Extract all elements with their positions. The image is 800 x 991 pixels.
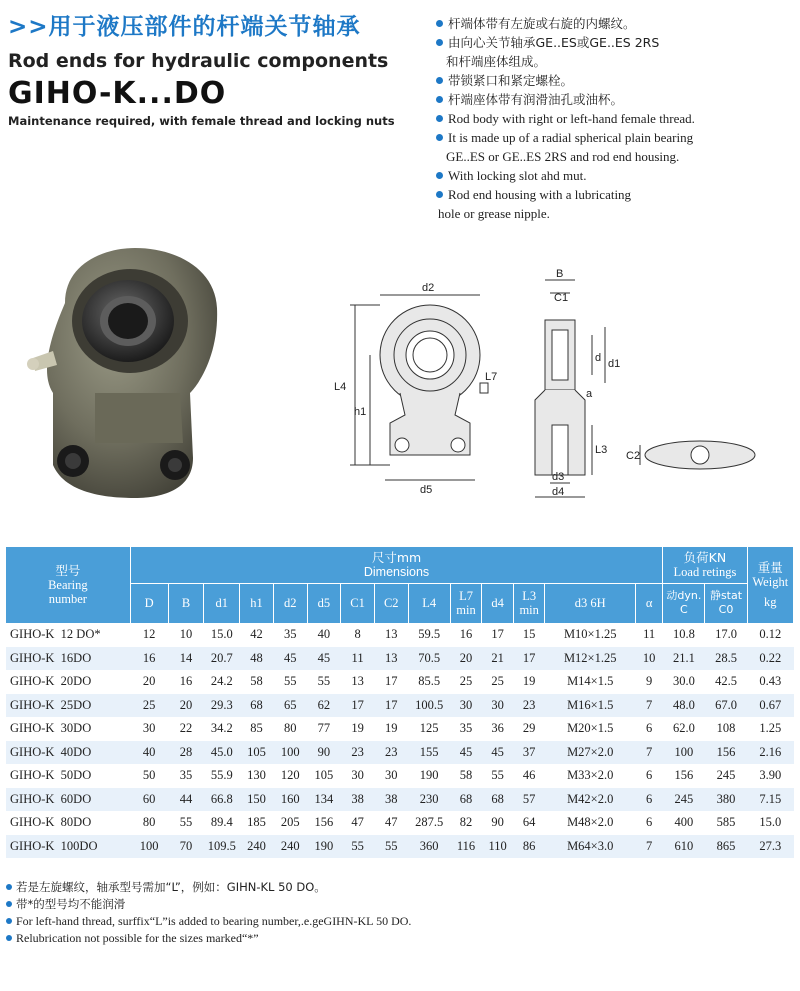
table-cell: 55: [482, 764, 514, 788]
table-cell: 105: [240, 741, 274, 765]
feature-item: 杆端座体带有润滑油孔或油杯。: [436, 90, 796, 109]
table-cell: 105: [307, 764, 341, 788]
table-cell: 380: [705, 788, 747, 812]
cell-bearing-number: GIHO-K 60DO: [6, 788, 130, 812]
table-cell: 80: [273, 717, 307, 741]
table-cell: 7.15: [747, 788, 793, 812]
table-cell: 287.5: [408, 811, 450, 835]
table-cell: 17: [341, 694, 375, 718]
table-cell: 46: [513, 764, 545, 788]
table-cell: 68: [482, 788, 514, 812]
table-cell: 15.0: [747, 811, 793, 835]
table-cell: 100: [273, 741, 307, 765]
dim-a: a: [586, 388, 593, 400]
col-d2: d2: [273, 583, 307, 623]
table-cell: 47: [374, 811, 408, 835]
feature-item: 和杆端座体组成。: [446, 54, 547, 69]
table-cell: 10: [635, 647, 662, 671]
spec-table: [6, 547, 794, 858]
bullet-icon: [436, 191, 443, 198]
col-alpha: α: [635, 583, 662, 623]
table-cell: 6: [635, 788, 662, 812]
bullet-icon: [436, 172, 443, 179]
table-cell: 30: [374, 764, 408, 788]
col-h1: h1: [240, 583, 274, 623]
table-cell: 134: [307, 788, 341, 812]
table-cell: 20: [450, 647, 482, 671]
bullet-icon: [436, 134, 443, 141]
table-cell: 110: [482, 835, 514, 859]
bullet-icon: [6, 935, 12, 941]
table-cell: 34.2: [204, 717, 240, 741]
table-cell: 68: [240, 694, 274, 718]
notes-list: [6, 879, 411, 947]
table-cell: 65: [273, 694, 307, 718]
table-cell: 0.67: [747, 694, 793, 718]
table-cell: 58: [450, 764, 482, 788]
table-cell: 7: [635, 694, 662, 718]
table-cell: 55: [341, 835, 375, 859]
table-cell: 30: [341, 764, 375, 788]
header-dimensions: 尺寸mm Dimensions: [130, 547, 663, 583]
dim-d4: d4: [552, 486, 565, 498]
cell-bearing-number: GIHO-K 40DO: [6, 741, 130, 765]
table-cell: 13: [341, 670, 375, 694]
table-cell: 60: [130, 788, 168, 812]
table-cell: 86: [513, 835, 545, 859]
table-cell: 55: [307, 670, 341, 694]
table-cell: 66.8: [204, 788, 240, 812]
cell-bearing-number: GIHO-K 50DO: [6, 764, 130, 788]
table-cell: 360: [408, 835, 450, 859]
table-cell: 19: [513, 670, 545, 694]
table-cell: 29.3: [204, 694, 240, 718]
table-cell: 55: [374, 835, 408, 859]
table-cell: 7: [635, 835, 662, 859]
table-row: [6, 647, 794, 671]
cell-bearing-number: GIHO-K 25DO: [6, 694, 130, 718]
table-cell: 21.1: [663, 647, 705, 671]
feature-list: [436, 14, 796, 223]
table-cell: M20×1.5: [545, 717, 636, 741]
table-cell: 35: [273, 623, 307, 647]
header-weight: 重量 Weight kg: [747, 547, 793, 623]
table-cell: 35: [450, 717, 482, 741]
table-cell: 13: [374, 647, 408, 671]
table-cell: 48: [240, 647, 274, 671]
table-cell: 40: [307, 623, 341, 647]
table-cell: 62.0: [663, 717, 705, 741]
table-cell: 30: [450, 694, 482, 718]
table-cell: 190: [408, 764, 450, 788]
feature-item: 杆端体带有左旋或右旋的内螺纹。: [436, 14, 796, 33]
table-cell: 0.43: [747, 670, 793, 694]
cell-bearing-number: GIHO-K 30DO: [6, 717, 130, 741]
table-cell: 23: [374, 741, 408, 765]
table-cell: M64×3.0: [545, 835, 636, 859]
table-cell: 585: [705, 811, 747, 835]
table-cell: 6: [635, 811, 662, 835]
table-cell: 245: [663, 788, 705, 812]
table-cell: 13: [374, 623, 408, 647]
table-cell: 36: [482, 717, 514, 741]
col-C1: C1: [341, 583, 375, 623]
table-cell: 38: [374, 788, 408, 812]
table-cell: 16: [450, 623, 482, 647]
table-cell: 25: [450, 670, 482, 694]
table-cell: 22: [168, 717, 204, 741]
table-cell: 9: [635, 670, 662, 694]
table-cell: 44: [168, 788, 204, 812]
dim-C1: C1: [554, 292, 569, 304]
table-cell: 58: [240, 670, 274, 694]
table-cell: 30: [130, 717, 168, 741]
table-cell: 64: [513, 811, 545, 835]
table-cell: 17: [513, 647, 545, 671]
table-cell: 23: [341, 741, 375, 765]
col-B: B: [168, 583, 204, 623]
table-cell: 35: [168, 764, 204, 788]
note-item: For left-hand thread, surffix“L”is added to bearing number,.e.geGIHN-KL 50 DO.: [6, 913, 411, 930]
dim-d3: d3: [552, 471, 565, 483]
subtitle: Maintenance required, with female thread and locking nuts: [8, 114, 395, 128]
col-d3: d3 6H: [545, 583, 636, 623]
table-cell: 15: [513, 623, 545, 647]
feature-item: It is made up of a radial spherical plain bearing: [436, 128, 796, 147]
table-cell: 42.5: [705, 670, 747, 694]
feature-item: Rod end housing with a lubricating: [436, 185, 796, 204]
bullet-icon: [436, 115, 443, 122]
dim-C2: C2: [626, 450, 641, 462]
col-load-dyn: 动dyn. C: [663, 583, 705, 623]
table-cell: 70.5: [408, 647, 450, 671]
dim-h1: h1: [354, 406, 367, 418]
table-cell: 245: [705, 764, 747, 788]
table-cell: 25: [130, 694, 168, 718]
table-cell: M16×1.5: [545, 694, 636, 718]
table-cell: 156: [307, 811, 341, 835]
table-cell: 68: [450, 788, 482, 812]
table-cell: 48.0: [663, 694, 705, 718]
bullet-icon: [6, 918, 12, 924]
table-row: [6, 694, 794, 718]
dim-d: d: [595, 352, 602, 364]
table-cell: 42: [240, 623, 274, 647]
table-cell: 150: [240, 788, 274, 812]
table-cell: 38: [341, 788, 375, 812]
table-cell: 45: [307, 647, 341, 671]
cell-bearing-number: GIHO-K 100DO: [6, 835, 130, 859]
table-row: [6, 835, 794, 859]
table-cell: 27.3: [747, 835, 793, 859]
spec-table-body: [6, 623, 794, 858]
table-cell: 55: [168, 811, 204, 835]
table-cell: 116: [450, 835, 482, 859]
table-cell: 17: [374, 694, 408, 718]
table-cell: 205: [273, 811, 307, 835]
table-cell: 24.2: [204, 670, 240, 694]
dim-L4: L4: [334, 381, 347, 393]
bullet-icon: [6, 884, 12, 890]
table-cell: 17: [374, 670, 408, 694]
table-cell: 28.5: [705, 647, 747, 671]
bullet-icon: [436, 77, 443, 84]
table-cell: 130: [240, 764, 274, 788]
table-cell: 21: [482, 647, 514, 671]
table-cell: 11: [341, 647, 375, 671]
note-item: 若是左旋螺纹，轴承型号需加“L”，例如：GIHN-KL 50 DO。: [6, 879, 411, 896]
table-cell: M10×1.25: [545, 623, 636, 647]
table-cell: 90: [482, 811, 514, 835]
table-cell: 6: [635, 764, 662, 788]
table-cell: 610: [663, 835, 705, 859]
table-cell: 0.22: [747, 647, 793, 671]
col-d4: d4: [482, 583, 514, 623]
table-cell: 865: [705, 835, 747, 859]
table-cell: 10: [168, 623, 204, 647]
table-cell: M42×2.0: [545, 788, 636, 812]
table-cell: 59.5: [408, 623, 450, 647]
table-cell: 100.5: [408, 694, 450, 718]
table-cell: 30.0: [663, 670, 705, 694]
table-cell: 89.4: [204, 811, 240, 835]
table-cell: 100: [130, 835, 168, 859]
table-cell: 70: [168, 835, 204, 859]
table-cell: 50: [130, 764, 168, 788]
table-cell: 28: [168, 741, 204, 765]
table-cell: 120: [273, 764, 307, 788]
table-cell: 57: [513, 788, 545, 812]
table-cell: 1.25: [747, 717, 793, 741]
dim-L3: L3: [595, 444, 608, 456]
table-cell: 100: [663, 741, 705, 765]
technical-drawing: [330, 265, 800, 505]
table-cell: 14: [168, 647, 204, 671]
table-cell: 185: [240, 811, 274, 835]
table-cell: M33×2.0: [545, 764, 636, 788]
col-L4: L4: [408, 583, 450, 623]
feature-item: 由向心关节轴承GE..ES或GE..ES 2RS: [436, 33, 796, 52]
table-cell: 45: [482, 741, 514, 765]
table-row: [6, 741, 794, 765]
table-cell: 16: [130, 647, 168, 671]
table-cell: M27×2.0: [545, 741, 636, 765]
table-cell: 6: [635, 717, 662, 741]
table-cell: 45: [450, 741, 482, 765]
feature-item: 带锁紧口和紧定螺栓。: [436, 71, 796, 90]
table-cell: 10.8: [663, 623, 705, 647]
cell-bearing-number: GIHO-K 12 DO*: [6, 623, 130, 647]
table-cell: 30: [482, 694, 514, 718]
dim-L7: L7: [485, 371, 498, 383]
table-cell: 19: [341, 717, 375, 741]
table-cell: 55.9: [204, 764, 240, 788]
rod-end-photo: [25, 243, 250, 503]
table-cell: 17: [482, 623, 514, 647]
dim-B: B: [556, 268, 564, 280]
title-english: Rod ends for hydraulic components: [8, 50, 389, 72]
bullet-icon: [6, 901, 12, 907]
table-cell: 240: [273, 835, 307, 859]
table-cell: 0.12: [747, 623, 793, 647]
cell-bearing-number: GIHO-K 16DO: [6, 647, 130, 671]
cell-bearing-number: GIHO-K 80DO: [6, 811, 130, 835]
table-cell: M12×1.25: [545, 647, 636, 671]
table-cell: 40: [130, 741, 168, 765]
note-item: 带*的型号均不能润滑: [6, 896, 411, 913]
table-cell: 190: [307, 835, 341, 859]
table-cell: 240: [240, 835, 274, 859]
model-series: GIHO-K...DO: [8, 76, 227, 111]
table-cell: 109.5: [204, 835, 240, 859]
table-cell: 20: [168, 694, 204, 718]
table-cell: 155: [408, 741, 450, 765]
table-cell: 3.90: [747, 764, 793, 788]
table-row: [6, 811, 794, 835]
bullet-icon: [436, 39, 443, 46]
table-cell: 230: [408, 788, 450, 812]
table-cell: M14×1.5: [545, 670, 636, 694]
table-cell: 90: [307, 741, 341, 765]
table-cell: 156: [705, 741, 747, 765]
table-cell: 45.0: [204, 741, 240, 765]
bullet-icon: [436, 20, 443, 27]
table-cell: 19: [374, 717, 408, 741]
col-d1: d1: [204, 583, 240, 623]
table-cell: 55: [273, 670, 307, 694]
table-cell: 62: [307, 694, 341, 718]
cell-bearing-number: GIHO-K 20DO: [6, 670, 130, 694]
table-cell: 45: [273, 647, 307, 671]
feature-item: hole or grease nipple.: [438, 206, 550, 221]
table-cell: 12: [130, 623, 168, 647]
table-cell: 25: [482, 670, 514, 694]
header-model: 型号 Bearing number: [6, 547, 130, 623]
table-cell: 85.5: [408, 670, 450, 694]
table-cell: 47: [341, 811, 375, 835]
table-cell: 67.0: [705, 694, 747, 718]
table-cell: 2.16: [747, 741, 793, 765]
col-d5: d5: [307, 583, 341, 623]
dim-d1: d1: [608, 358, 621, 370]
title-chinese: >>用于液压部件的杆端关节轴承: [8, 14, 361, 40]
table-cell: 77: [307, 717, 341, 741]
table-cell: 29: [513, 717, 545, 741]
table-cell: 160: [273, 788, 307, 812]
table-cell: 23: [513, 694, 545, 718]
table-cell: 80: [130, 811, 168, 835]
table-row: [6, 623, 794, 647]
table-cell: 7: [635, 741, 662, 765]
table-cell: M48×2.0: [545, 811, 636, 835]
table-row: [6, 764, 794, 788]
table-row: [6, 670, 794, 694]
table-cell: 17.0: [705, 623, 747, 647]
feature-item: Rod body with right or left-hand female thread.: [436, 109, 796, 128]
table-cell: 20: [130, 670, 168, 694]
table-cell: 108: [705, 717, 747, 741]
col-D: D: [130, 583, 168, 623]
header-load: 负荷KN Load retings: [663, 547, 747, 583]
table-cell: 125: [408, 717, 450, 741]
table-cell: 20.7: [204, 647, 240, 671]
col-C2: C2: [374, 583, 408, 623]
bullet-icon: [436, 96, 443, 103]
table-cell: 8: [341, 623, 375, 647]
table-cell: 85: [240, 717, 274, 741]
dim-d5: d5: [420, 484, 433, 496]
table-cell: 16: [168, 670, 204, 694]
note-item: Relubrication not possible for the sizes marked“*”: [6, 930, 411, 947]
table-cell: 37: [513, 741, 545, 765]
table-cell: 15.0: [204, 623, 240, 647]
table-row: [6, 788, 794, 812]
table-cell: 156: [663, 764, 705, 788]
dim-d2: d2: [422, 282, 435, 294]
table-cell: 11: [635, 623, 662, 647]
table-cell: 82: [450, 811, 482, 835]
col-load-stat: 静stat C0: [705, 583, 747, 623]
col-L7: L7 min: [450, 583, 482, 623]
table-row: [6, 717, 794, 741]
feature-item: With locking slot ahd mut.: [436, 166, 796, 185]
feature-item: GE..ES or GE..ES 2RS and rod end housing.: [446, 149, 680, 164]
table-cell: 400: [663, 811, 705, 835]
col-L3: L3 min: [513, 583, 545, 623]
